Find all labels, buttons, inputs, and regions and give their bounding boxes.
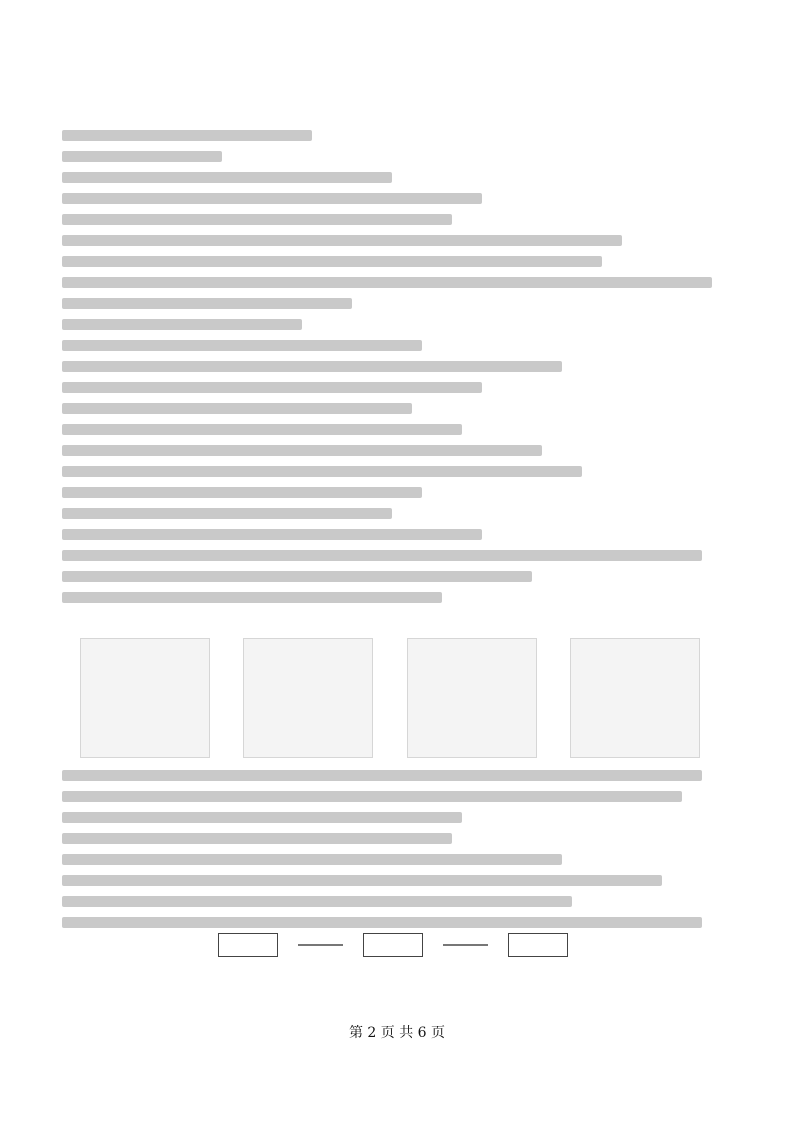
diagram-arrow [298,944,343,946]
text-line [62,592,442,603]
text-line [62,445,542,456]
text-line [62,812,462,823]
experiment-figure [243,638,373,758]
text-line [62,130,312,141]
text-line [62,172,392,183]
text-line [62,361,562,372]
text-line [62,875,662,886]
text-line [62,319,302,330]
diagram-arrow [443,944,488,946]
page-footer: 第 2 页 共 6 页 [348,1025,446,1041]
text-line [62,466,582,477]
diagram-box [363,933,423,957]
text-line [62,298,352,309]
diagram-box [508,933,568,957]
text-line [62,424,462,435]
text-line [62,256,602,267]
text-line [62,917,702,928]
experiment-figure [80,638,210,758]
text-line [62,529,482,540]
text-line [62,382,482,393]
text-line [62,508,392,519]
experiment-figure [570,638,700,758]
text-line [62,791,682,802]
conversion-diagram [218,930,568,960]
question-text-region [62,130,732,613]
experiment-figure [407,638,537,758]
text-line [62,896,572,907]
diagram-box [218,933,278,957]
text-line [62,487,422,498]
experiment-figures [80,618,700,758]
text-line [62,235,622,246]
text-line [62,833,452,844]
text-line [62,854,562,865]
text-line [62,151,222,162]
text-line [62,193,482,204]
text-line [62,277,712,288]
question-text-region [62,770,732,938]
text-line [62,770,702,781]
text-line [62,550,702,561]
text-line [62,403,412,414]
text-line [62,571,532,582]
text-line [62,340,422,351]
text-line [62,214,452,225]
